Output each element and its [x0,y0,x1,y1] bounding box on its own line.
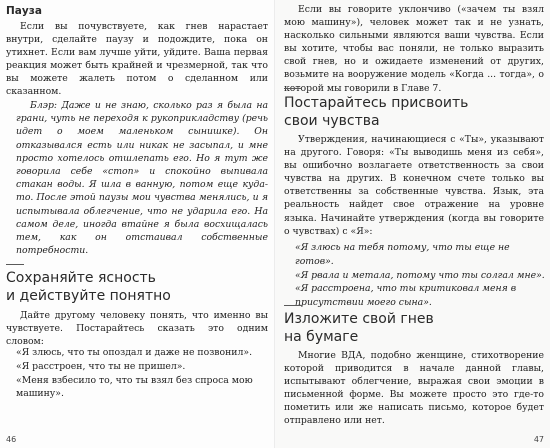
page-number-right: 47 [533,435,544,444]
clarity-heading-line2: и действуйте понятно [6,288,171,304]
clarity-example-3: «Меня взбесило то, что ты взял без спроса мою машину». [16,374,253,400]
clarity-heading [6,269,270,305]
clarity-examples [16,346,268,401]
own-examples [295,241,545,310]
blair-quote: Блэр: Даже и не знаю, сколько раз я была на грани, чуть не переходя к рукоприкладству (речь идет о моем маленьком сынишке). Он отказывался есть или никак не засыпал, и мне просто хотелось отшлепать его. Но я тут же говорила себе «стоп» и спокойно выпивала стакан воды. Я шла в ванную, потом еще куда-то. После этой паузы мои чувства менялись, и я испытывала облегчение, что не ударила его. На самом деле, иногда втайне я была восхищалась тем, как он отстаивал собственные потребности. [16,100,268,257]
pause-body: Если вы почувствуете, как гнев нарастает внутри, сделайте паузу и подождите, пока он утихнет. Если вам лучше уйти, уйдите. Ваша первая реакция может быть крайней и чрезмерной, так что вы можете жалеть потом о сделанном или сказанном. [6,21,268,98]
own-heading [284,94,546,130]
own-example-3: «Я расстроена, что ты критиковал меня в присутствии моего сына». [295,283,517,309]
paper-heading-line2: на бумаге [284,329,359,345]
clarity-heading-line1: Сохраняйте ясность [6,270,156,286]
page-number-left: 46 [6,435,17,444]
paper-heading-line1: Изложите свой гнев [284,311,434,327]
paper-heading [284,310,546,346]
clarity-example-1: «Я злюсь, что ты опоздал и даже не позвонил». [16,347,253,358]
own-body: Утверждения, начинающиеся с «Ты», указывают на другого. Говоря: «Ты выводишь меня из себя», вы ошибочно возлагаете ответственность за свои чувства на других. В конечном счете только вы ответственны за собственные чувства. Язык, эта реальность найдет свое отражение на уровне языка. Начинайте утверждения (когда вы говорите о чувствах) с «Я»: [284,134,544,237]
page-gutter [274,0,276,448]
pause-heading: Пауза [6,5,42,17]
right-intro: Если вы говорите уклончиво («зачем ты взял мою машину»), человек может так и не узнать, насколько сильными являются ваши чувства. Если вы хотите, чтобы вас поняли, не только выразить свой гнев, но и ожидаете изменений от других, возьмите на вооружение модель «Когда ... тогда», о которой мы говорили в Главе 7. [284,4,544,94]
paper-rule [284,305,302,306]
own-example-2: «Я рвала и метала, потому что ты солгал мне». [295,269,545,281]
right-page [275,0,550,448]
own-rule [284,88,302,89]
clarity-rule [6,264,24,265]
clarity-body: Дайте другому человеку понять, что именно вы чувствуете. Постарайтесь сказать это одним словом: [6,310,268,348]
own-heading-line1: Постарайтесь присвоить [284,95,469,111]
own-example-1: «Я злюсь на тебя потому, что ты еще не готов». [295,242,510,267]
own-heading-line2: свои чувства [284,113,380,129]
paper-body: Многие ВДА, подобно женщине, стихотворение которой приводится в начале данной главы, испытывают облегчение, выражая свои эмоции в письменной форме. Вы можете просто это где-то пометить или же написать письмо, которое будет отправлено или нет. [284,350,544,427]
clarity-example-2: «Я расстроен, что ты не пришел». [16,360,186,372]
